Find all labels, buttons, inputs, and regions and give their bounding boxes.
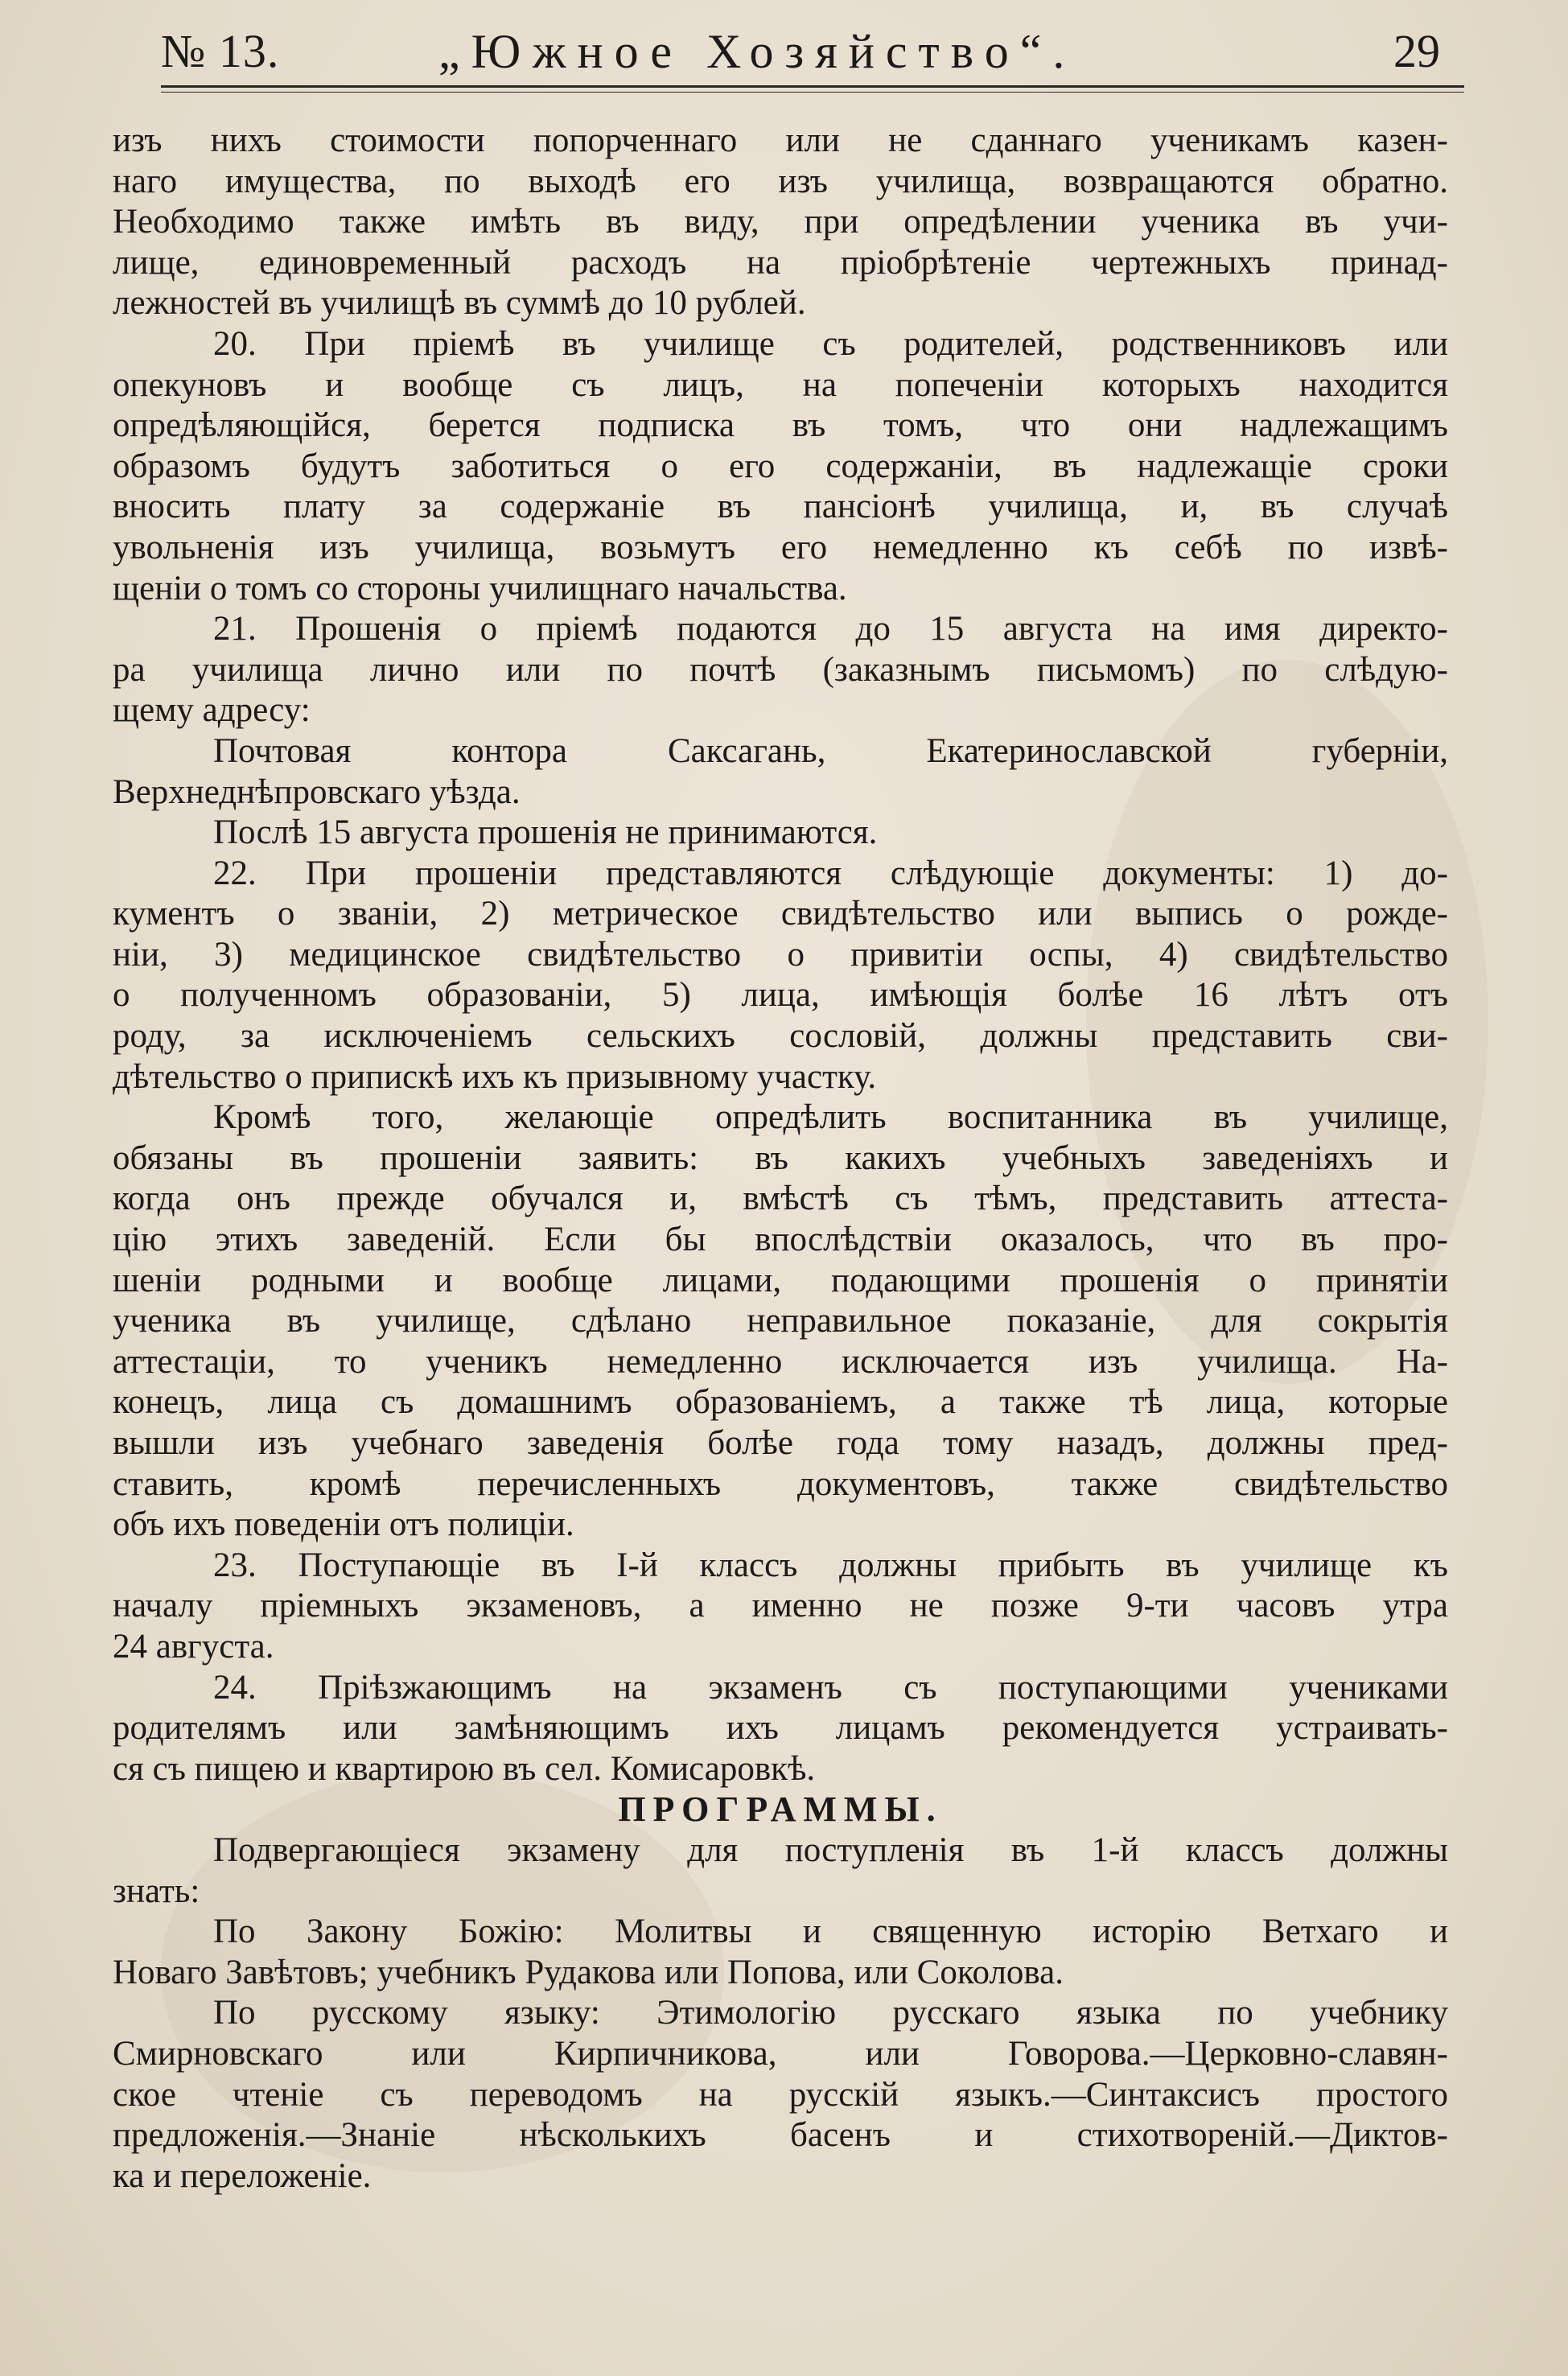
text-line: знать: bbox=[113, 1872, 200, 1910]
header-rule-thin bbox=[161, 92, 1464, 93]
text-line: объ ихъ поведеніи отъ полиціи. bbox=[113, 1505, 574, 1544]
text-line: 24. Пріѣзжающимъ на экзаменъ съ поступающими учениками bbox=[213, 1668, 1448, 1707]
text-line: 20. При пріемѣ въ училище съ родителей, родственниковъ или bbox=[213, 324, 1448, 363]
text-line: конецъ, лица съ домашнимъ образованіемъ, а также тѣ лица, которые bbox=[113, 1383, 1448, 1422]
text-line: По Закону Божію: Молитвы и священную исторію Ветхаго и bbox=[213, 1913, 1448, 1951]
text-line: Верхнеднѣпровскаго уѣзда. bbox=[113, 772, 521, 811]
article-body bbox=[113, 121, 1448, 2197]
text-line: Кромѣ того, желающіе опредѣлить воспитанника въ училище, bbox=[213, 1098, 1448, 1137]
text-line: когда онъ прежде обучался и, вмѣстѣ съ тѣмъ, представить аттеста- bbox=[113, 1180, 1448, 1218]
text-line: щеніи о томъ со стороны училищнаго начальства. bbox=[113, 569, 847, 607]
text-line: дѣтельство о припискѣ ихъ къ призывному участку. bbox=[113, 1057, 877, 1096]
text-line: ское чтеніе съ переводомъ на русскій языкъ.—Синтаксисъ простого bbox=[113, 2075, 1448, 2114]
text-line: Смирновскаго или Кирпичникова, или Говорова.—Церковно-славян- bbox=[113, 2034, 1448, 2073]
text-line: роду, за исключеніемъ сельскихъ сословій, должны представить сви- bbox=[113, 1017, 1448, 1056]
text-line: лище, единовременный расходъ на пріобрѣтеніе чертежныхъ принад- bbox=[113, 243, 1448, 282]
text-line: кументъ о званіи, 2) метрическое свидѣтельство или выпись о рожде- bbox=[113, 895, 1448, 933]
text-line: ра училища лично или по почтѣ (заказнымъ письмомъ) по слѣдую- bbox=[113, 650, 1448, 689]
text-line: опредѣляющійся, берется подписка въ томъ, что они надлежащимъ bbox=[113, 406, 1448, 445]
text-line: опекуновъ и вообще съ лицъ, на попеченіи которыхъ находится bbox=[113, 365, 1448, 404]
text-line: Почтовая контора Саксагань, Екатеринославской губерніи, bbox=[213, 731, 1448, 770]
text-line: родителямъ или замѣняющимъ ихъ лицамъ рекомендуется устраивать- bbox=[113, 1709, 1448, 1748]
text-line: вносить плату за содержаніе въ пансіонѣ училища, и, въ случаѣ bbox=[113, 488, 1448, 526]
text-line: Подвергающіеся экзамену для поступленія въ 1-й классъ должны bbox=[213, 1830, 1448, 1869]
text-line: ніи, 3) медицинское свидѣтельство о привитіи оспы, 4) свидѣтельство bbox=[113, 935, 1448, 974]
issue-number: № 13. bbox=[161, 25, 280, 77]
text-line: Необходимо также имѣть въ виду, при опредѣлении ученика въ учи- bbox=[113, 203, 1448, 241]
text-line: Новаго Завѣтовъ; учебникъ Рудакова или Попова, или Соколова. bbox=[113, 1953, 1064, 1991]
text-line: ка и переложеніе. bbox=[113, 2156, 372, 2195]
section-heading: ПРОГРАММЫ. bbox=[618, 1789, 943, 1830]
text-line: вышли изъ учебнаго заведенія болѣе года тому назадъ, должны пред- bbox=[113, 1424, 1448, 1462]
text-line: ставить, кромѣ перечисленныхъ документовъ, также свидѣтельство bbox=[113, 1464, 1448, 1503]
text-line: образомъ будутъ заботиться о его содержаніи, въ надлежащіе сроки bbox=[113, 447, 1448, 485]
text-line: 21. Прошенія о пріемѣ подаются до 15 августа на имя директо- bbox=[213, 610, 1448, 649]
text-line: Послѣ 15 августа прошенія не принимаются. bbox=[213, 813, 878, 852]
text-line: ся съ пищею и квартирою въ сел. Комисаровкѣ. bbox=[113, 1749, 816, 1788]
text-line: 24 августа. bbox=[113, 1627, 274, 1666]
text-line: 22. При прошеніи представляются слѣдующіе документы: 1) до- bbox=[213, 854, 1448, 892]
text-line: 23. Поступающіе въ I-й классъ должны прибыть въ училище къ bbox=[213, 1546, 1448, 1584]
text-line: увольненія изъ училища, возьмутъ его немедленно къ себѣ по извѣ- bbox=[113, 528, 1448, 566]
running-header bbox=[161, 18, 1440, 82]
text-line: обязаны въ прошеніи заявить: въ какихъ учебныхъ заведеніяхъ и bbox=[113, 1139, 1448, 1177]
text-line: щему адресу: bbox=[113, 691, 311, 730]
text-line: По русскому языку: Этимологію русскаго языка по учебнику bbox=[213, 1994, 1448, 2032]
text-line: аттестаціи, то ученикъ немедленно исключается изъ училища. На- bbox=[113, 1342, 1448, 1381]
journal-title: „Южное Хозяйство“. bbox=[438, 25, 1076, 78]
text-line: изъ нихъ стоимости попорченнаго или не сданнаго ученикамъ казен- bbox=[113, 121, 1448, 159]
page-number: 29 bbox=[1393, 25, 1440, 77]
text-line: цію этихъ заведеній. Если бы впослѣдствіи оказалось, что въ про- bbox=[113, 1221, 1448, 1259]
header-rule bbox=[161, 85, 1464, 88]
text-line: шеніи родными и вообще лицами, подающими прошенія о принятіи bbox=[113, 1261, 1448, 1299]
text-line: предложенія.—Знаніе нѣсколькихъ басенъ и стихотвореній.—Диктов- bbox=[113, 2116, 1448, 2155]
text-line: началу пріемныхъ экзаменовъ, а именно не позже 9-ти часовъ утра bbox=[113, 1587, 1448, 1625]
text-line: лежностей въ училищѣ въ суммѣ до 10 рублей. bbox=[113, 284, 806, 323]
text-line: ученика въ училище, сдѣлано неправильное показаніе, для сокрытія bbox=[113, 1302, 1448, 1340]
text-line: о полученномъ образованіи, 5) лица, имѣющія болѣе 16 лѣтъ отъ bbox=[113, 976, 1448, 1015]
text-line: наго имущества, по выходѣ его изъ училища, возвращаются обратно. bbox=[113, 162, 1448, 200]
